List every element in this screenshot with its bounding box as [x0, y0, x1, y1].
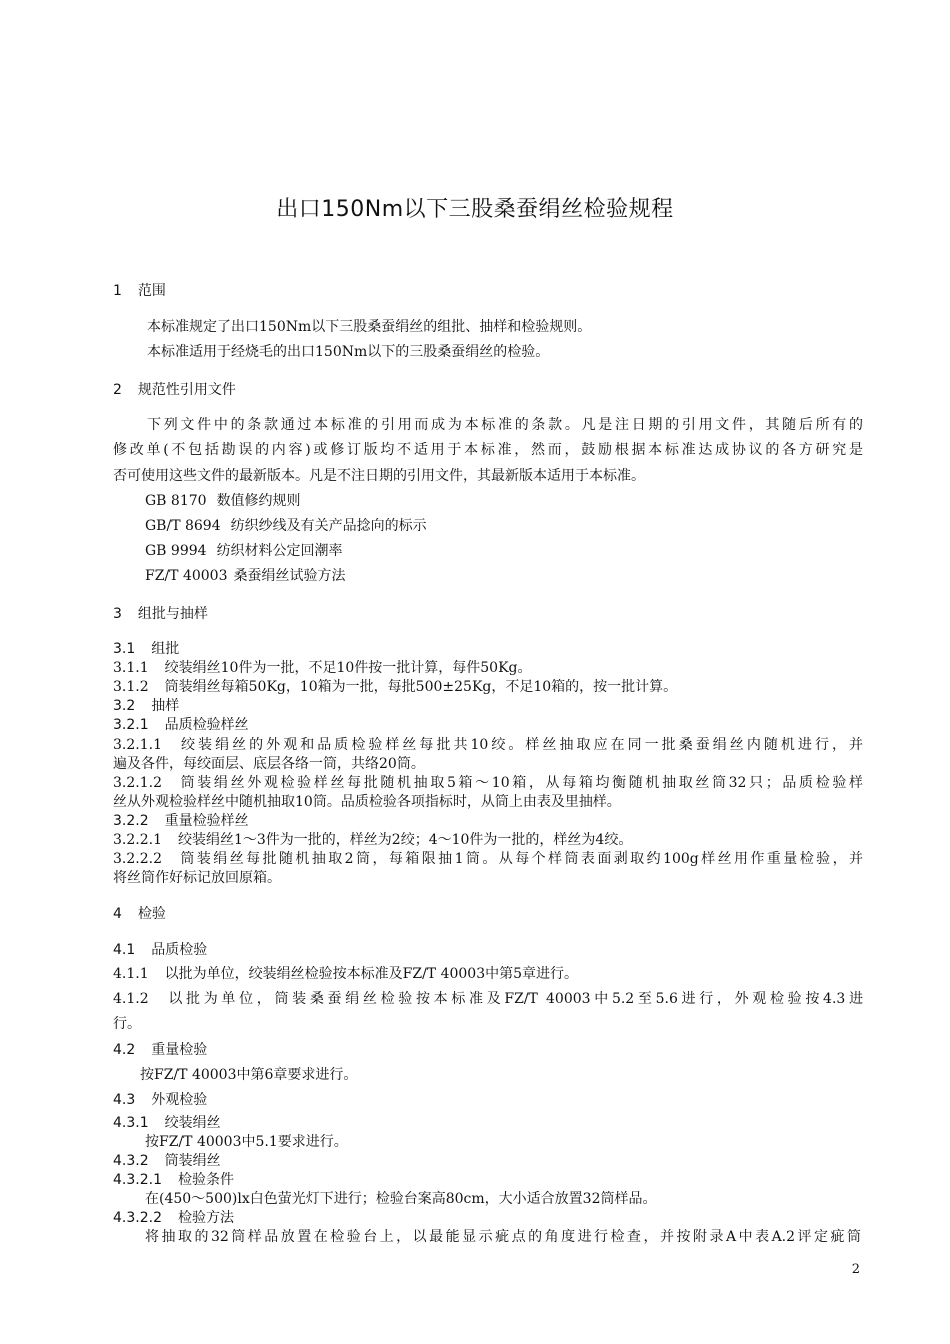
paragraph: 按FZ/T 40003中第6章要求进行。 — [140, 1067, 358, 1083]
paragraph: 本标准规定了出口150Nm以下三股桑蚕绢丝的组批、抽样和检验规则。 — [147, 319, 592, 335]
paragraph-line: 修改单(不包括勘误的内容)或修订版均不适用于本标准，然而，鼓励根据本标准达成协议的各方研究是 — [113, 442, 863, 458]
reference-code: GB 9994 — [145, 543, 207, 559]
subsection-heading — [113, 1171, 863, 1190]
paragraph: 将抽取的32筒样品放置在检验台上，以最能显示疵点的角度进行检查，并按附录A中表A.2评定疵筒 — [145, 1229, 861, 1245]
clause-text: 筒装绢丝外观检验样丝每批随机抽取5箱～10箱，从每箱均衡随机抽取丝筒32只；品质检验样 — [177, 775, 863, 791]
paragraph-line: 下列文件中的条款通过本标准的引用而成为本标准的条款。凡是注日期的引用文件，其随后所有的 — [147, 417, 863, 433]
clause-text: 以批为单位，筒装桑蚕绢丝检验按本标准及FZ/T 40003中5.2至5.6进行，外观检验按4.3进 — [164, 991, 863, 1007]
section-title: 外观检验 — [151, 1092, 208, 1108]
section-number: 1 — [113, 283, 122, 299]
page-title: 出口150Nm以下三股桑蚕绢丝检验规程 — [276, 197, 674, 222]
clause-continuation: 将丝筒作好标记放回原箱。 — [113, 870, 281, 886]
section-heading-1 — [113, 282, 863, 301]
section-number: 3 — [113, 606, 122, 622]
subsection-heading — [113, 716, 863, 735]
paragraph: 按FZ/T 40003中5.1要求进行。 — [145, 1134, 348, 1150]
reference-name: 纺织纱线及有关产品捻向的标示 — [230, 518, 427, 534]
section-number: 4.2 — [113, 1042, 136, 1058]
section-title: 品质检验 — [151, 942, 208, 958]
clause-text: 以批为单位，绞装绢丝检验按本标准及FZ/T 40003中第5章进行。 — [164, 966, 579, 982]
section-number: 4.1 — [113, 942, 136, 958]
section-heading-2 — [113, 381, 863, 400]
section-title: 规范性引用文件 — [137, 382, 236, 398]
clause — [113, 659, 863, 678]
section-number: 4.3 — [113, 1092, 136, 1108]
reference-name: 数值修约规则 — [216, 493, 301, 509]
clause-continuation: 行。 — [113, 1016, 141, 1032]
reference-item — [145, 517, 895, 536]
subsection-heading — [113, 1041, 863, 1060]
section-number: 4.3.2.1 — [113, 1172, 162, 1188]
clause-number: 3.2.2.2 — [113, 851, 162, 867]
page-number: 2 — [851, 1262, 860, 1277]
clause — [113, 965, 863, 984]
reference-code: GB/T 8694 — [145, 518, 221, 534]
clause-number: 4.1.2 — [113, 991, 149, 1007]
section-number: 4 — [113, 906, 122, 922]
paragraph: 本标准适用于经烧毛的出口150Nm以下的三股桑蚕绢丝的检验。 — [147, 344, 550, 360]
paragraph-line: 否可使用这些文件的最新版本。凡是不注日期的引用文件，其最新版本适用于本标准。 — [113, 468, 645, 484]
subsection-heading — [113, 941, 863, 960]
subsection-heading — [113, 1114, 863, 1133]
section-title: 重量检验样丝 — [164, 813, 249, 829]
section-number: 3.2.1 — [113, 717, 149, 733]
subsection-heading — [113, 640, 863, 659]
clause — [113, 990, 863, 1009]
clause — [113, 850, 863, 869]
section-heading-3 — [113, 605, 863, 624]
clause-continuation: 丝从外观检验样丝中随机抽取10筒。品质检验各项指标时，从筒上由表及里抽样。 — [113, 794, 621, 810]
clause — [113, 736, 863, 755]
reference-code: FZ/T 40003 — [145, 568, 228, 584]
clause-number: 3.2.2.1 — [113, 832, 162, 848]
clause-text: 绞装绢丝1～3件为一批的，样丝为2绞；4～10件为一批的，样丝为4绞。 — [177, 832, 633, 848]
reference-item — [145, 542, 895, 561]
section-title: 绞装绢丝 — [164, 1115, 221, 1131]
paragraph: 在(450～500)lx白色萤光灯下进行；检验台案高80cm，大小适合放置32筒样品。 — [145, 1191, 657, 1207]
subsection-heading — [113, 1152, 863, 1171]
section-number: 3.1 — [113, 641, 136, 657]
section-title: 筒装绢丝 — [164, 1153, 221, 1169]
clause-number: 3.1.2 — [113, 679, 149, 695]
reference-item — [145, 492, 895, 511]
clause-text: 筒装绢丝每批随机抽取2筒，每箱限抽1筒。从每个样筒表面剥取约100g样丝用作重量检验，并 — [177, 851, 863, 867]
section-title: 品质检验样丝 — [164, 717, 249, 733]
clause-number: 3.1.1 — [113, 660, 149, 676]
section-number: 3.2.2 — [113, 813, 149, 829]
clause-number: 3.2.1.2 — [113, 775, 162, 791]
clause-number: 3.2.1.1 — [113, 737, 162, 753]
reference-code: GB 8170 — [145, 493, 207, 509]
section-number: 4.3.1 — [113, 1115, 149, 1131]
clause — [113, 678, 863, 697]
section-title: 组批 — [151, 641, 180, 657]
section-number: 3.2 — [113, 698, 136, 714]
reference-name: 纺织材料公定回潮率 — [216, 543, 343, 559]
clause-text: 筒装绢丝每箱50Kg，10箱为一批，每批500±25Kg，不足10箱的，按一批计算。 — [164, 679, 678, 695]
section-title: 组批与抽样 — [137, 606, 208, 622]
section-number: 2 — [113, 382, 122, 398]
section-title: 检验方法 — [177, 1210, 234, 1226]
clause-text: 绞装绢丝10件为一批，不足10件按一批计算，每件50Kg。 — [164, 660, 532, 676]
clause — [113, 774, 863, 793]
subsection-heading — [113, 812, 863, 831]
section-title: 检验条件 — [177, 1172, 234, 1188]
section-title: 重量检验 — [151, 1042, 208, 1058]
section-title: 检验 — [137, 906, 166, 922]
reference-name: 桑蚕绢丝试验方法 — [233, 568, 346, 584]
section-number: 4.3.2 — [113, 1153, 149, 1169]
section-number: 4.3.2.2 — [113, 1210, 162, 1226]
clause — [113, 831, 863, 850]
subsection-heading — [113, 1091, 863, 1110]
reference-item — [145, 567, 895, 586]
section-title: 范围 — [137, 283, 166, 299]
section-title: 抽样 — [151, 698, 180, 714]
section-heading-4 — [113, 905, 863, 924]
subsection-heading — [113, 1209, 863, 1228]
subsection-heading — [113, 697, 863, 716]
clause-text: 绞装绢丝的外观和品质检验样丝每批共10绞。样丝抽取应在同一批桑蚕绢丝内随机进行，并 — [177, 737, 863, 753]
clause-number: 4.1.1 — [113, 966, 149, 982]
clause-continuation: 遍及各件，每绞面层、底层各络一筒，共络20筒。 — [113, 756, 425, 772]
